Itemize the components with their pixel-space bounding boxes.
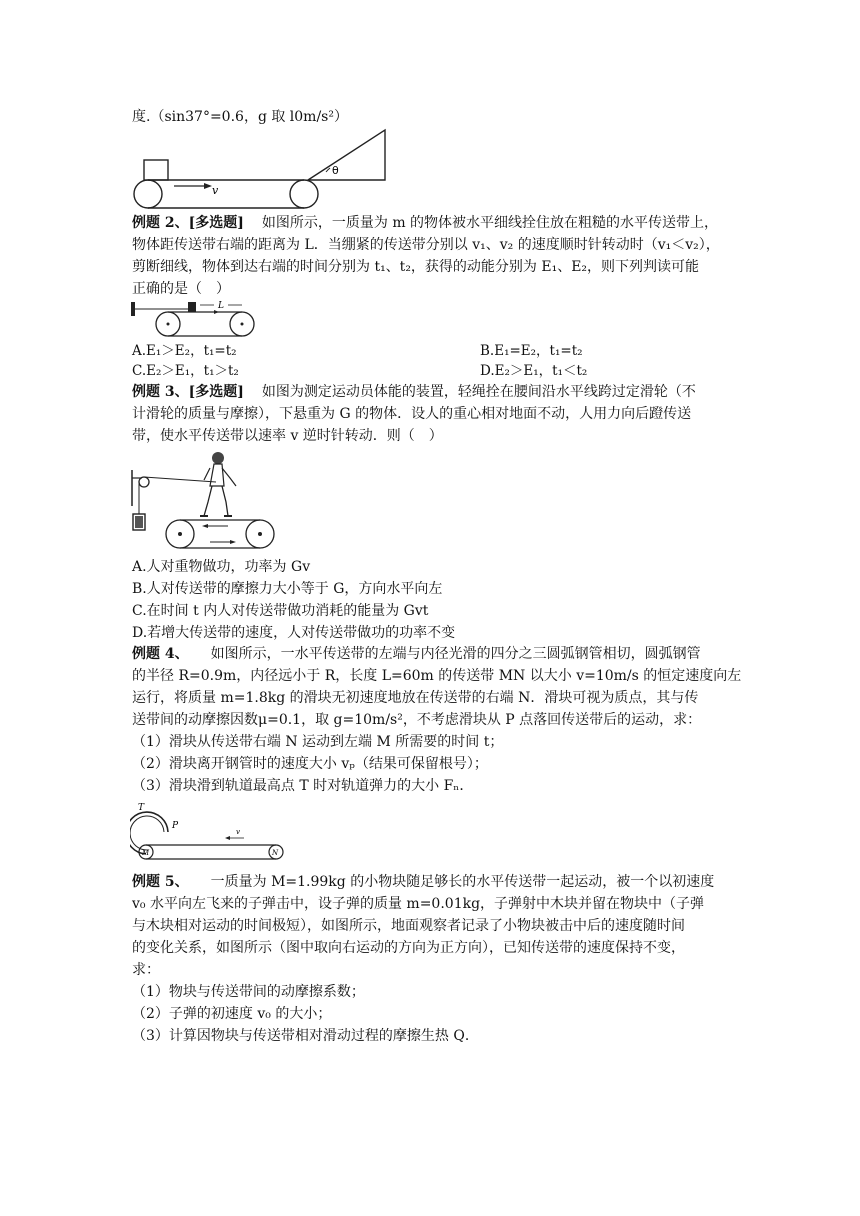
ex5-question-2: （2）子弹的初速度 v₀ 的大小； [132,1006,332,1022]
ex5-line4: 的变化关系，如图所示（图中取向右运动的方向为正方向），已知传送带的速度保持不变， [132,940,685,956]
ex5-line2: v₀ 水平向左飞来的子弹击中，设子弹的质量 m=0.01kg，子弹射中木块并留在物块中（子弹 [132,896,705,912]
ex2-option-a: A.E₁＞E₂，t₁=t₂ [132,343,237,359]
incline-triangle [308,130,385,180]
block [144,160,168,180]
ex2-line1 [132,213,718,233]
ex4-text-1: 如图所示，一水平传送带的左端与内径光滑的四分之三圆弧钢管相切，圆弧钢管 [210,646,701,662]
v-label: v [212,184,219,197]
pipe-outer [130,812,168,854]
ex5-label: 例题 5、 [132,874,189,890]
ex3-line2: 计滑轮的质量与摩擦），下悬重为 G 的物体．设人的重心相对地面不动，人用力向后蹬传送 [132,406,692,422]
figure-runner-treadmill [130,448,278,552]
T-label: T [138,803,145,813]
M-label: M [142,849,150,857]
ex3-line1 [132,382,696,402]
ex5-line3: 与木块相对运动的时间极短），如图所示，地面观察者记录了小物块被击中后的速度随时间 [132,918,685,934]
ex2-label: 例题 2、[多选题] [132,215,244,231]
ex3-line3: 带，使水平传送带以速率 v 逆时针转动．则（ ） [132,428,443,444]
right-pulley [290,180,318,208]
ex4-question-3: （3）滑块滑到轨道最高点 T 时对轨道弹力的大小 Fₙ． [132,778,474,794]
ex5-question-1: （1）物块与传送带间的动摩擦系数； [132,984,365,1000]
ex4-line4: 送带间的动摩擦因数μ=0.1，取 g=10m/s²，不考虑滑块从 P 点落回传送带后的运动，求： [132,712,702,728]
ex3-label: 例题 3、[多选题] [132,384,244,400]
ex5-text-1: 一质量为 M=1.99kg 的小物块随足够长的水平传送带一起运动，被一个以初速度 [210,874,715,890]
ex3-text-1: 如图为测定运动员体能的装置，轻绳拴在腰间沿水平线跨过定滑轮（不 [261,384,696,400]
ex5-line1 [132,872,714,892]
ex2-line2: 物体距传送带右端的距离为 L．当绷紧的传送带分别以 v₁、v₂ 的速度顺时针转动时（v₁＜v₂）， [132,237,720,253]
figure-pipe-belt [130,798,290,864]
wall [131,302,135,316]
L-label: L [218,301,224,311]
ex2-line3: 剪断细线，物体到达右端的时间分别为 t₁、t₂，获得的动能分别为 E₁、E₂，则下列判读可能 [132,259,700,275]
theta-label: θ [332,164,339,177]
block [188,302,196,312]
P-label: P [172,821,179,831]
ex4-line3: 运行，将质量 m=1.8kg 的滑块无初速度地放在传送带的右端 N．滑块可视为质点，其与传 [132,690,699,706]
ex4-question-1: （1）滑块从传送带右端 N 运动到左端 M 所需要的时间 t； [132,734,504,750]
ex2-option-d: D.E₂＞E₁，t₁＜t₂ [480,363,588,379]
ex3-option-c: C.在时间 t 内人对传送带做功消耗的能量为 Gvt [132,603,429,619]
ex2-option-c: C.E₂＞E₁，t₁＞t₂ [132,363,239,379]
left-pulley [134,180,162,208]
runner-body [210,464,224,486]
ex4-line2: 的半径 R=0.9m，内径远小于 R，长度 L=60m 的传送带 MN 以大小 v=10m/s 的恒定速度向左 [132,668,742,684]
ex2-text-1: 如图所示，一质量为 m 的物体被水平细线拴住放在粗糙的水平传送带上， [261,215,719,231]
ex4-line1 [132,644,701,664]
figure-belt-incline [130,128,390,210]
N-label: N [272,849,279,857]
ex5-line5: 求： [132,962,160,978]
ex3-option-a: A.人对重物做功，功率为 Gv [132,559,311,575]
pulley [139,477,149,487]
ex4-label: 例题 4、 [132,646,189,662]
ex5-question-3: （3）计算因物块与传送带相对滑动过程的摩擦生热 Q． [132,1028,479,1044]
v-label: v [236,828,240,836]
ex2-line4: 正确的是（ ） [132,281,230,297]
ex4-question-2: （2）滑块离开钢管时的速度大小 vₚ（结果可保留根号）； [132,756,488,772]
ex3-option-b: B.人对传送带的摩擦力大小等于 G，方向水平向左 [132,581,443,597]
ex1-tail-text: 度.（sin37°=0.6，g 取 l0m/s²） [132,109,348,125]
figure-tied-block-belt [130,298,260,340]
ex3-option-d: D.若增大传送带的速度，人对传送带做功的功率不变 [132,625,456,641]
ex2-option-b: B.E₁=E₂，t₁=t₂ [480,343,583,359]
runner-head [212,452,224,464]
